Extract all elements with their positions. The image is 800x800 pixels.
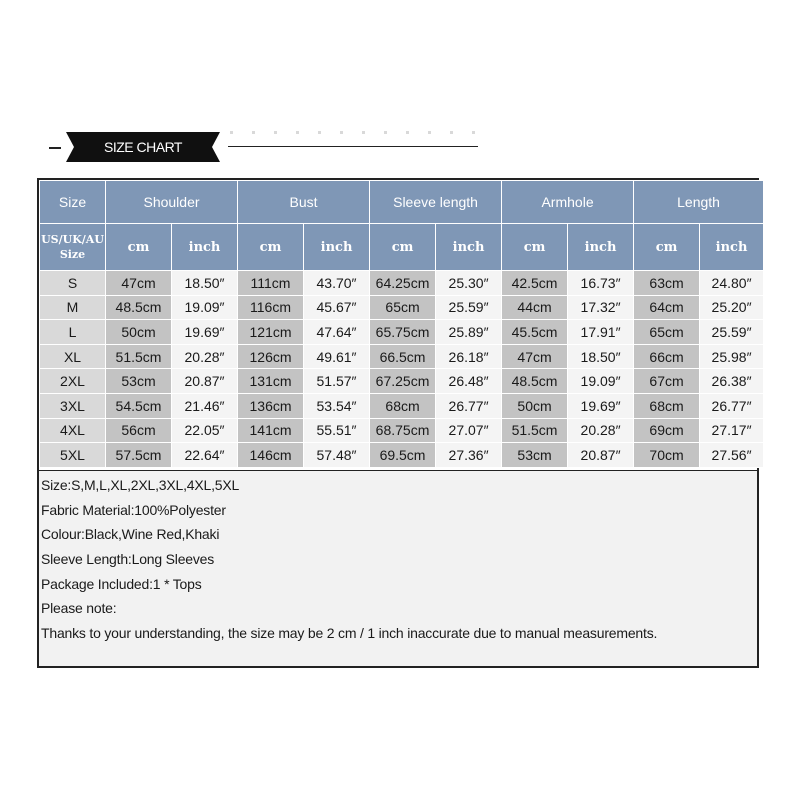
header-us-uk-au-size <box>40 224 106 271</box>
header-armhole: Armhole <box>502 181 634 224</box>
size-head-line-1: US/UK/AU <box>41 233 104 246</box>
cell-armhole-cm: 50cm <box>502 393 568 418</box>
table-row <box>40 369 764 394</box>
cell-bust-inch: 43.70″ <box>304 271 370 296</box>
cell-length-cm: 65cm <box>634 320 700 345</box>
table-row <box>40 443 764 468</box>
cell-length-inch: 24.80″ <box>700 271 764 296</box>
cell-length-cm: 64cm <box>634 295 700 320</box>
cell-sleeve-inch: 27.36″ <box>436 443 502 468</box>
size-chart-banner <box>0 128 800 168</box>
cell-bust-inch: 53.54″ <box>304 393 370 418</box>
table-row <box>40 418 764 443</box>
cell-sleeve-inch: 25.89″ <box>436 320 502 345</box>
cell-sleeve-inch: 25.30″ <box>436 271 502 296</box>
cell-length-inch: 25.98″ <box>700 344 764 369</box>
cell-bust-cm: 111cm <box>238 271 304 296</box>
cell-armhole-cm: 44cm <box>502 295 568 320</box>
banner-right-rule <box>228 146 478 147</box>
product-notes <box>39 470 757 666</box>
cell-armhole-inch: 18.50″ <box>568 344 634 369</box>
cell-shoulder-cm: 54.5cm <box>106 393 172 418</box>
table-row <box>40 295 764 320</box>
cell-length-inch: 27.17″ <box>700 418 764 443</box>
banner-dot <box>340 131 343 134</box>
cell-sleeve-cm: 65cm <box>370 295 436 320</box>
cell-bust-cm: 116cm <box>238 295 304 320</box>
note-line: Sleeve Length:Long Sleeves <box>41 551 215 568</box>
cell-length-cm: 69cm <box>634 418 700 443</box>
note-line: Size:S,M,L,XL,2XL,3XL,4XL,5XL <box>41 477 240 493</box>
banner-dot <box>362 131 365 134</box>
cell-shoulder-inch: 22.05″ <box>172 418 238 443</box>
cell-armhole-inch: 20.87″ <box>568 443 634 468</box>
cell-size: S <box>40 271 106 296</box>
cell-length-cm: 70cm <box>634 443 700 468</box>
cell-shoulder-cm: 48.5cm <box>106 295 172 320</box>
cell-bust-inch: 57.48″ <box>304 443 370 468</box>
cell-armhole-cm: 47cm <box>502 344 568 369</box>
cell-size: L <box>40 320 106 345</box>
cell-sleeve-cm: 66.5cm <box>370 344 436 369</box>
cell-sleeve-cm: 69.5cm <box>370 443 436 468</box>
cell-length-inch: 25.20″ <box>700 295 764 320</box>
size-table-body <box>40 271 764 468</box>
cell-shoulder-inch: 19.69″ <box>172 320 238 345</box>
banner-dot <box>384 131 387 134</box>
cell-shoulder-cm: 51.5cm <box>106 344 172 369</box>
banner-dot <box>428 131 431 134</box>
unit-cm: cm <box>634 224 700 271</box>
header-length: Length <box>634 181 764 224</box>
cell-armhole-cm: 42.5cm <box>502 271 568 296</box>
note-line: Thanks to your understanding, the size may be 2 cm / 1 inch inaccurate due to manual measurements. <box>41 625 658 642</box>
cell-size: 4XL <box>40 418 106 443</box>
header-sleeve-length: Sleeve length <box>370 181 502 224</box>
note-line: Fabric Material:100%Polyester <box>41 501 226 518</box>
cell-sleeve-cm: 68cm <box>370 393 436 418</box>
cell-sleeve-inch: 26.48″ <box>436 369 502 394</box>
banner-dot <box>318 131 321 134</box>
unit-inch: inch <box>172 224 238 271</box>
header-bust: Bust <box>238 181 370 224</box>
cell-bust-inch: 51.57″ <box>304 369 370 394</box>
banner-dot <box>450 131 453 134</box>
unit-cm: cm <box>106 224 172 271</box>
cell-sleeve-inch: 27.07″ <box>436 418 502 443</box>
cell-sleeve-cm: 65.75cm <box>370 320 436 345</box>
cell-shoulder-inch: 21.46″ <box>172 393 238 418</box>
size-chart-title: SIZE CHART <box>104 139 182 155</box>
cell-shoulder-cm: 57.5cm <box>106 443 172 468</box>
table-row <box>40 393 764 418</box>
cell-sleeve-cm: 68.75cm <box>370 418 436 443</box>
cell-size: XL <box>40 344 106 369</box>
cell-sleeve-cm: 64.25cm <box>370 271 436 296</box>
banner-dot <box>472 131 475 134</box>
cell-armhole-cm: 51.5cm <box>502 418 568 443</box>
unit-inch: inch <box>436 224 502 271</box>
size-head-line-2: Size <box>59 248 86 261</box>
cell-shoulder-inch: 22.64″ <box>172 443 238 468</box>
cell-length-inch: 26.38″ <box>700 369 764 394</box>
cell-shoulder-cm: 50cm <box>106 320 172 345</box>
cell-bust-inch: 47.64″ <box>304 320 370 345</box>
cell-sleeve-inch: 25.59″ <box>436 295 502 320</box>
note-line: Please note: <box>41 600 117 617</box>
cell-sleeve-inch: 26.77″ <box>436 393 502 418</box>
note-line: Colour:Black,Wine Red,Khaki <box>41 526 220 543</box>
cell-length-inch: 27.56″ <box>700 443 764 468</box>
cell-bust-cm: 136cm <box>238 393 304 418</box>
banner-dot <box>296 131 299 134</box>
cell-armhole-inch: 17.32″ <box>568 295 634 320</box>
unit-cm: cm <box>238 224 304 271</box>
cell-length-cm: 66cm <box>634 344 700 369</box>
cell-shoulder-inch: 20.87″ <box>172 369 238 394</box>
cell-bust-cm: 131cm <box>238 369 304 394</box>
cell-shoulder-cm: 53cm <box>106 369 172 394</box>
cell-size: 2XL <box>40 369 106 394</box>
cell-armhole-inch: 20.28″ <box>568 418 634 443</box>
table-row <box>40 271 764 296</box>
cell-size: M <box>40 295 106 320</box>
note-line: Package Included:1 * Tops <box>41 575 202 592</box>
cell-sleeve-inch: 26.18″ <box>436 344 502 369</box>
cell-armhole-cm: 48.5cm <box>502 369 568 394</box>
cell-bust-inch: 45.67″ <box>304 295 370 320</box>
banner-dot <box>252 131 255 134</box>
cell-bust-cm: 146cm <box>238 443 304 468</box>
cell-armhole-cm: 53cm <box>502 443 568 468</box>
cell-bust-cm: 141cm <box>238 418 304 443</box>
cell-shoulder-inch: 19.09″ <box>172 295 238 320</box>
banner-dot <box>406 131 409 134</box>
cell-length-inch: 26.77″ <box>700 393 764 418</box>
banner-dot <box>230 131 233 134</box>
header-size: Size <box>40 181 106 224</box>
cell-bust-cm: 121cm <box>238 320 304 345</box>
unit-cm: cm <box>370 224 436 271</box>
unit-header-row <box>40 224 764 271</box>
unit-inch: inch <box>304 224 370 271</box>
cell-length-inch: 25.59″ <box>700 320 764 345</box>
cell-bust-inch: 49.61″ <box>304 344 370 369</box>
banner-dot <box>274 131 277 134</box>
unit-cm: cm <box>502 224 568 271</box>
size-table <box>39 180 764 468</box>
cell-armhole-inch: 19.69″ <box>568 393 634 418</box>
header-shoulder: Shoulder <box>106 181 238 224</box>
cell-shoulder-inch: 18.50″ <box>172 271 238 296</box>
table-row <box>40 320 764 345</box>
cell-shoulder-inch: 20.28″ <box>172 344 238 369</box>
unit-inch: inch <box>700 224 764 271</box>
cell-length-cm: 68cm <box>634 393 700 418</box>
unit-inch: inch <box>568 224 634 271</box>
cell-armhole-inch: 16.73″ <box>568 271 634 296</box>
cell-size: 5XL <box>40 443 106 468</box>
banner-left-dash <box>49 147 61 149</box>
size-chart <box>37 178 759 668</box>
table-row <box>40 344 764 369</box>
cell-shoulder-cm: 56cm <box>106 418 172 443</box>
group-header-row <box>40 181 764 224</box>
cell-length-cm: 63cm <box>634 271 700 296</box>
cell-shoulder-cm: 47cm <box>106 271 172 296</box>
cell-bust-inch: 55.51″ <box>304 418 370 443</box>
cell-armhole-inch: 17.91″ <box>568 320 634 345</box>
cell-sleeve-cm: 67.25cm <box>370 369 436 394</box>
cell-length-cm: 67cm <box>634 369 700 394</box>
cell-size: 3XL <box>40 393 106 418</box>
cell-armhole-inch: 19.09″ <box>568 369 634 394</box>
cell-bust-cm: 126cm <box>238 344 304 369</box>
cell-armhole-cm: 45.5cm <box>502 320 568 345</box>
